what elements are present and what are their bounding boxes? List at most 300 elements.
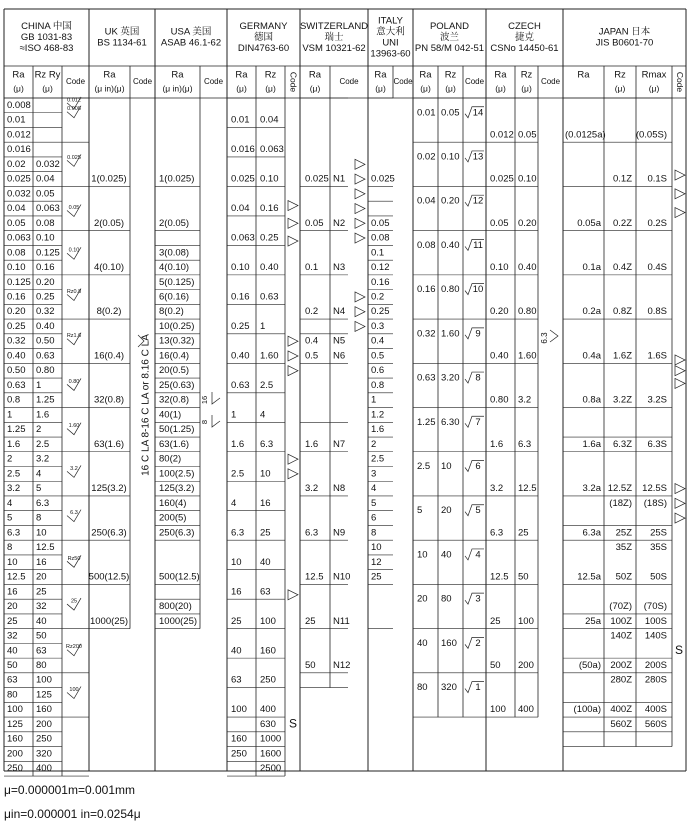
switzerland-n-code: N12 bbox=[333, 660, 351, 672]
italy-ra-value: 0.16 bbox=[371, 276, 390, 288]
poland-code-value: 5 bbox=[475, 505, 481, 517]
switzerland-ra-value: 50 bbox=[305, 660, 316, 672]
standard-header-japan: JIS B0601-70 bbox=[595, 37, 654, 49]
standard-header-germany: DIN4763-60 bbox=[237, 43, 290, 55]
usa-ra-value: 1(0.025) bbox=[159, 173, 195, 185]
germany-ra-value: 0.01 bbox=[231, 114, 250, 126]
china-ra-value: 0.01 bbox=[7, 114, 26, 126]
uk-ra-value: 32(0.8) bbox=[93, 394, 125, 406]
poland-rz-value: 0.40 bbox=[441, 239, 460, 251]
standard-header-switzerland: SWITZERLAND bbox=[299, 21, 369, 33]
poland-rz-value: 320 bbox=[441, 682, 457, 694]
standard-header-switzerland: VSM 10321-62 bbox=[302, 43, 366, 55]
japan-rz-value: 0.8Z bbox=[612, 306, 632, 318]
germany-ra-value: 0.04 bbox=[231, 203, 250, 215]
poland-rz-value: 10 bbox=[441, 461, 452, 473]
china-ra-value: 4 bbox=[7, 497, 13, 509]
poland-code-value: 8 bbox=[475, 372, 481, 384]
poland-ra-value: 1.25 bbox=[417, 416, 436, 428]
column-header: (μ) bbox=[521, 83, 532, 94]
standard-header-switzerland: 瑞士 bbox=[324, 32, 344, 44]
germany-rz-value: 40 bbox=[260, 556, 271, 568]
china-rz-value: 0.125 bbox=[36, 247, 60, 259]
china-roughness-symbol: 25 bbox=[70, 598, 78, 605]
usa-ra-value: 2(0.05) bbox=[159, 217, 190, 229]
poland-code-value: 14 bbox=[472, 107, 484, 119]
china-rz-value: 8 bbox=[36, 512, 42, 524]
japan-rz-value: 25Z bbox=[615, 527, 632, 539]
switzerland-n-code: N5 bbox=[333, 335, 346, 347]
germany-rz-value: 0.25 bbox=[260, 232, 279, 244]
finish-triangle-icon bbox=[675, 355, 685, 365]
china-rz-value: 3.2 bbox=[36, 453, 50, 465]
poland-code-value: 13 bbox=[472, 151, 484, 163]
czech-ra-value: 0.40 bbox=[490, 350, 509, 362]
germany-rz-value: 0.063 bbox=[260, 144, 284, 156]
china-rz-value: 0.32 bbox=[36, 306, 55, 318]
germany-ra-value: 0.25 bbox=[231, 320, 250, 332]
column-header: (μ in)(μ) bbox=[94, 83, 125, 94]
usa-ra-value: 4(0.10) bbox=[159, 262, 190, 274]
switzerland-n-code: N1 bbox=[333, 173, 346, 185]
standard-header-poland: POLAND bbox=[429, 21, 470, 33]
japan-rmax-value: 560S bbox=[644, 718, 667, 730]
china-rz-value: 16 bbox=[36, 556, 47, 568]
china-ra-value: 100 bbox=[7, 704, 23, 716]
standard-header-czech: CSNo 14450-61 bbox=[490, 43, 559, 55]
china-rz-value: 50 bbox=[36, 630, 47, 642]
china-rz-value: 0.032 bbox=[36, 158, 60, 170]
usa-ra-value: 160(4) bbox=[159, 497, 187, 509]
china-ra-value: 0.50 bbox=[7, 365, 26, 377]
standard-header-germany: 德国 bbox=[253, 32, 274, 44]
germany-ra-value: 0.10 bbox=[231, 262, 250, 274]
japan-rmax-value: 6.3S bbox=[647, 438, 667, 450]
column-header: Code bbox=[65, 77, 86, 87]
switzerland-ra-value: 0.05 bbox=[305, 217, 324, 229]
switzerland-n-code: N10 bbox=[333, 571, 351, 583]
japan-rmax-value: (18S) bbox=[643, 497, 667, 509]
czech-ra-value: 12.5 bbox=[490, 571, 509, 583]
japan-rmax-value: 12.5S bbox=[642, 483, 667, 495]
usa-ra-value: 500(12.5) bbox=[159, 571, 200, 583]
japan-rz-value: 12.5Z bbox=[607, 483, 632, 495]
china-rz-value: 0.10 bbox=[36, 232, 55, 244]
column-header: Code bbox=[203, 77, 224, 87]
czech-rz-value: 6.3 bbox=[518, 438, 532, 450]
japan-rz-value: 0.1Z bbox=[612, 173, 632, 185]
poland-ra-value: 2.5 bbox=[417, 461, 431, 473]
china-rz-value: 0.04 bbox=[36, 173, 55, 185]
china-roughness-symbol: Rz200 bbox=[66, 644, 82, 651]
czech-rz-value: 1.60 bbox=[518, 350, 537, 362]
japan-ra-value: 0.2a bbox=[582, 306, 601, 318]
poland-code-value: 1 bbox=[475, 682, 481, 694]
china-rz-value: 250 bbox=[36, 733, 52, 745]
china-ra-value: 25 bbox=[7, 615, 18, 627]
china-rz-value: 0.50 bbox=[36, 335, 55, 347]
czech-rz-value: 0.80 bbox=[518, 306, 537, 318]
czech-ra-value: 100 bbox=[490, 704, 506, 716]
germany-ra-value: 0.40 bbox=[231, 350, 250, 362]
china-ra-value: 2.5 bbox=[7, 468, 21, 480]
uk-ra-value: 250(6.3) bbox=[91, 527, 127, 539]
finish-triangle-icon bbox=[288, 590, 298, 600]
poland-rz-value: 40 bbox=[441, 549, 452, 561]
footnote-microinch: μin=0.000001 in=0.0254μ bbox=[4, 807, 141, 821]
china-ra-value: 2 bbox=[7, 453, 13, 465]
china-ra-value: 0.8 bbox=[7, 394, 21, 406]
japan-rz-value: (70Z) bbox=[609, 601, 632, 613]
china-rz-value: 0.63 bbox=[36, 350, 55, 362]
germany-rz-value: 10 bbox=[260, 468, 271, 480]
germany-rz-value: 400 bbox=[260, 704, 276, 716]
japan-ra-value: 1.6a bbox=[582, 438, 601, 450]
germany-ra-value: 0.063 bbox=[231, 232, 255, 244]
germany-rz-value: 25 bbox=[260, 527, 271, 539]
china-ra-value: 20 bbox=[7, 601, 18, 613]
czech-rz-value: 12.5 bbox=[518, 483, 537, 495]
germany-rz-value: 1.60 bbox=[260, 350, 279, 362]
poland-code-value: 4 bbox=[475, 549, 481, 561]
china-ra-value: 50 bbox=[7, 660, 18, 672]
japan-rz-value: 280Z bbox=[610, 674, 632, 686]
finish-triangle-icon bbox=[288, 351, 298, 361]
china-ra-value: 0.10 bbox=[7, 262, 26, 274]
switzerland-ra-value: 3.2 bbox=[305, 483, 319, 495]
standard-header-germany: GERMANY bbox=[239, 21, 288, 33]
finish-triangle-icon bbox=[675, 498, 685, 508]
standard-header-china: GB 1031-83 bbox=[20, 32, 73, 44]
china-rz-value: 12.5 bbox=[36, 542, 55, 554]
column-header: Code bbox=[288, 71, 299, 93]
china-ra-value: 63 bbox=[7, 674, 18, 686]
poland-ra-value: 40 bbox=[417, 637, 428, 649]
czech-rz-value: 25 bbox=[518, 527, 529, 539]
finish-triangle-icon bbox=[675, 366, 685, 376]
poland-ra-value: 0.04 bbox=[417, 195, 436, 207]
japan-rmax-value: 0.2S bbox=[647, 217, 667, 229]
japan-rz-value: 3.2Z bbox=[612, 394, 632, 406]
standard-header-italy: 13963-60 bbox=[370, 48, 411, 60]
usa-ra-value: 40(1) bbox=[159, 409, 182, 421]
switzerland-n-code: N8 bbox=[333, 483, 346, 495]
usa-ra-value: 50(1.25) bbox=[159, 424, 195, 436]
switzerland-ra-value: 25 bbox=[305, 615, 316, 627]
china-rz-value: 40 bbox=[36, 615, 47, 627]
switzerland-ra-value: 0.1 bbox=[305, 262, 319, 274]
uk-ra-value: 16(0.4) bbox=[93, 350, 125, 362]
czech-ra-value: 25 bbox=[490, 615, 501, 627]
finish-triangle-icon bbox=[288, 454, 298, 464]
poland-ra-value: 0.01 bbox=[417, 107, 436, 119]
poland-rz-value: 1.60 bbox=[441, 328, 460, 340]
china-rz-value: 0.08 bbox=[36, 217, 55, 229]
czech-rz-value: 0.40 bbox=[518, 262, 537, 274]
usa-ra-value: 5(0.125) bbox=[159, 276, 195, 288]
china-roughness-symbol: 0.025 bbox=[67, 154, 81, 161]
germany-ra-value: 2.5 bbox=[231, 468, 245, 480]
poland-ra-value: 80 bbox=[417, 682, 428, 694]
czech-rz-value: 50 bbox=[518, 571, 529, 583]
china-rz-value: 2 bbox=[36, 424, 42, 436]
czech-ra-value: 0.20 bbox=[490, 306, 509, 318]
czech-ra-value: 0.10 bbox=[490, 262, 509, 274]
switzerland-ra-value: 6.3 bbox=[305, 527, 319, 539]
finish-triangle-icon bbox=[675, 378, 685, 388]
czech-ra-value: 1.6 bbox=[490, 438, 504, 450]
column-header: (μ) bbox=[236, 83, 247, 94]
china-ra-value: 0.125 bbox=[7, 276, 31, 288]
finish-triangle-icon bbox=[355, 218, 365, 228]
column-header: Ra bbox=[235, 69, 248, 81]
usa-code-mark: 16 bbox=[199, 395, 209, 405]
china-ra-value: 0.16 bbox=[7, 291, 26, 303]
japan-ra-value: 0.8a bbox=[582, 394, 601, 406]
column-header: (μ) bbox=[445, 83, 456, 94]
germany-rz-value: 250 bbox=[260, 674, 276, 686]
standard-header-china: ≈ISO 468-83 bbox=[19, 43, 74, 55]
germany-rz-value: 630 bbox=[260, 718, 276, 730]
china-roughness-symbol: 1.60 bbox=[68, 423, 80, 430]
germany-ra-value: 100 bbox=[231, 704, 247, 716]
china-ra-value: 1.25 bbox=[7, 424, 26, 436]
italy-ra-value: 5 bbox=[371, 497, 377, 509]
germany-rz-value: 63 bbox=[260, 586, 271, 598]
japan-rz-value: 200Z bbox=[610, 660, 632, 672]
italy-ra-value: 25 bbox=[371, 571, 382, 583]
china-ra-value: 32 bbox=[7, 630, 18, 642]
usa-ra-value: 16(0.4) bbox=[159, 350, 190, 362]
poland-code-value: 11 bbox=[473, 239, 483, 251]
finish-triangle-icon bbox=[355, 292, 365, 302]
china-ra-value: 0.63 bbox=[7, 379, 26, 391]
china-roughness-symbol: Rz0.8 bbox=[66, 288, 82, 295]
china-rz-value: 5 bbox=[36, 483, 42, 495]
japan-ra-value: 25a bbox=[585, 615, 601, 627]
standard-header-poland: PN 58/M 042-51 bbox=[414, 43, 485, 55]
japan-rz-value: 6.3Z bbox=[612, 438, 632, 450]
china-ra-value: 40 bbox=[7, 645, 18, 657]
italy-ra-value: 0.4 bbox=[371, 335, 385, 347]
japan-ra-value: 6.3a bbox=[582, 527, 601, 539]
italy-ra-value: 0.2 bbox=[371, 291, 385, 303]
uk-ra-value: 63(1.6) bbox=[93, 438, 125, 450]
switzerland-ra-value: 1.6 bbox=[305, 438, 319, 450]
usa-ra-value: 800(20) bbox=[159, 601, 192, 613]
germany-rz-value: 0.04 bbox=[260, 114, 279, 126]
column-header: Ra bbox=[374, 69, 387, 81]
germany-rz-value: 6.3 bbox=[260, 438, 274, 450]
japan-rmax-value: 0.4S bbox=[647, 262, 667, 274]
china-ra-value: 12.5 bbox=[7, 571, 26, 583]
china-ra-value: 160 bbox=[7, 733, 23, 745]
finish-triangle-icon bbox=[675, 189, 685, 199]
italy-ra-value: 2 bbox=[371, 438, 377, 450]
japan-ra-value: (0.0125a) bbox=[565, 129, 606, 141]
italy-ra-value: 0.08 bbox=[371, 232, 390, 244]
china-rz-value: 200 bbox=[36, 718, 52, 730]
poland-ra-value: 0.32 bbox=[417, 328, 436, 340]
china-ra-value: 3.2 bbox=[7, 483, 21, 495]
finish-triangle-icon bbox=[288, 218, 298, 228]
usa-ra-value: 63(1.6) bbox=[159, 438, 190, 450]
japan-rz-value: 0.4Z bbox=[612, 262, 632, 274]
poland-rz-value: 20 bbox=[441, 505, 452, 517]
column-header: Code bbox=[540, 77, 561, 87]
finish-triangle-icon bbox=[288, 366, 298, 376]
switzerland-n-code: N4 bbox=[333, 306, 346, 318]
japan-rmax-value: 280S bbox=[644, 674, 667, 686]
usa-ra-value: 1000(25) bbox=[159, 615, 198, 627]
italy-ra-value: 0.5 bbox=[371, 350, 385, 362]
germany-ra-value: 160 bbox=[231, 733, 247, 745]
japan-rmax-value: 3.2S bbox=[647, 394, 667, 406]
column-header: Ra bbox=[12, 69, 25, 81]
china-rz-value: 160 bbox=[36, 704, 52, 716]
japan-rmax-value: 35S bbox=[650, 542, 667, 554]
finish-triangle-icon bbox=[288, 336, 298, 346]
china-rz-value: 63 bbox=[36, 645, 47, 657]
standard-header-italy: ITALY bbox=[378, 15, 403, 27]
roughness-symbol-icon bbox=[212, 415, 220, 427]
czech-rz-value: 3.2 bbox=[518, 394, 532, 406]
japan-ra-value: 0.1a bbox=[582, 262, 601, 274]
poland-code-value: 3 bbox=[475, 593, 481, 605]
china-ra-value: 0.025 bbox=[7, 173, 31, 185]
poland-code-value: 9 bbox=[475, 328, 481, 340]
germany-ra-value: 0.16 bbox=[231, 291, 250, 303]
china-rz-value: 0.16 bbox=[36, 262, 55, 274]
column-header: (μ) bbox=[309, 83, 321, 94]
germany-ra-value: 4 bbox=[231, 497, 237, 509]
poland-rz-value: 0.10 bbox=[441, 151, 460, 163]
italy-ra-value: 1.2 bbox=[371, 409, 385, 421]
germany-ra-value: 250 bbox=[231, 748, 247, 760]
czech-ra-value: 0.012 bbox=[490, 129, 514, 141]
uk-ra-value: 125(3.2) bbox=[91, 483, 127, 495]
italy-ra-value: 0.1 bbox=[371, 247, 385, 259]
poland-rz-value: 80 bbox=[441, 593, 452, 605]
column-header: Rmax bbox=[641, 69, 667, 81]
china-rz-value: 32 bbox=[36, 601, 47, 613]
column-header: (μ) bbox=[375, 83, 386, 94]
china-rz-value: 320 bbox=[36, 748, 52, 760]
usa-ra-value: 20(0.5) bbox=[159, 365, 190, 377]
column-header: (μ) bbox=[495, 83, 506, 94]
germany-ra-value: 16 bbox=[231, 586, 242, 598]
column-header: Code bbox=[464, 77, 485, 87]
china-ra-value: 0.04 bbox=[7, 203, 26, 215]
china-roughness-symbol: 0.10 bbox=[68, 247, 80, 254]
japan-rmax-value: 0.1S bbox=[647, 173, 667, 185]
usa-ra-value: 8(0.2) bbox=[159, 306, 184, 318]
china-roughness-symbol: 3.2 bbox=[70, 465, 78, 472]
standard-header-uk: UK 英国 bbox=[104, 26, 140, 38]
italy-ra-value: 2.5 bbox=[371, 453, 385, 465]
finish-triangle-icon bbox=[355, 307, 365, 317]
china-ra-value: 0.08 bbox=[7, 247, 26, 259]
china-rz-value: 80 bbox=[36, 660, 47, 672]
germany-ra-value: 0.025 bbox=[231, 173, 255, 185]
poland-code-value: 2 bbox=[475, 637, 481, 649]
poland-ra-value: 0.08 bbox=[417, 239, 436, 251]
japan-rz-value: 140Z bbox=[610, 630, 632, 642]
japan-rmax-value: (0.05S) bbox=[635, 129, 667, 141]
germany-rz-value: 1000 bbox=[260, 733, 282, 745]
germany-ra-value: 1 bbox=[231, 409, 237, 421]
china-ra-value: 16 bbox=[7, 586, 18, 598]
germany-s-mark: S bbox=[288, 716, 298, 731]
finish-triangle-icon bbox=[355, 174, 365, 184]
usa-ra-value: 10(0.25) bbox=[159, 320, 195, 332]
column-header: Rz bbox=[614, 69, 626, 81]
column-header: Rz bbox=[520, 69, 533, 81]
usa-ra-value: 250(6.3) bbox=[159, 527, 195, 539]
china-ra-value: 0.032 bbox=[7, 188, 31, 200]
standard-header-italy: 意大利 bbox=[376, 26, 405, 38]
germany-rz-value: 0.16 bbox=[260, 203, 279, 215]
poland-rz-value: 0.20 bbox=[441, 195, 460, 207]
japan-ra-value: 3.2a bbox=[582, 483, 601, 495]
usa-ra-value: 80(2) bbox=[159, 453, 182, 465]
czech-rz-value: 0.20 bbox=[518, 217, 537, 229]
column-header: Code bbox=[674, 71, 685, 93]
china-rz-value: 1.6 bbox=[36, 409, 50, 421]
italy-ra-value: 4 bbox=[371, 483, 377, 495]
italy-ra-value: 6 bbox=[371, 512, 377, 524]
poland-ra-value: 0.63 bbox=[417, 372, 436, 384]
japan-rz-value: 0.2Z bbox=[612, 217, 632, 229]
usa-ra-value: 100(2.5) bbox=[159, 468, 195, 480]
switzerland-n-code: N7 bbox=[333, 438, 346, 450]
japan-ra-value: 0.4a bbox=[582, 350, 601, 362]
italy-ra-value: 3 bbox=[371, 468, 377, 480]
column-header: Ra bbox=[103, 69, 116, 81]
italy-ra-value: 0.8 bbox=[371, 379, 385, 391]
switzerland-n-code: N9 bbox=[333, 527, 346, 539]
italy-ra-value: 0.05 bbox=[371, 217, 390, 229]
china-ra-value: 0.32 bbox=[7, 335, 26, 347]
switzerland-n-code: N3 bbox=[333, 262, 346, 274]
china-ra-value: 0.016 bbox=[7, 144, 31, 156]
germany-rz-value: 1600 bbox=[260, 748, 282, 760]
uk-ra-value: 4(0.10) bbox=[93, 262, 125, 274]
germany-ra-value: 0.63 bbox=[231, 379, 250, 391]
column-header: (μ) bbox=[42, 83, 53, 94]
standard-header-poland: 波兰 bbox=[439, 32, 460, 44]
japan-rmax-value: 100S bbox=[644, 615, 667, 627]
poland-code-value: 7 bbox=[475, 416, 481, 428]
china-rz-value: 2.5 bbox=[36, 438, 50, 450]
japan-rmax-value: 1.6S bbox=[647, 350, 667, 362]
finish-triangle-icon bbox=[288, 469, 298, 479]
japan-rz-value: (18Z) bbox=[609, 497, 632, 509]
uk-ra-value: 8(0.2) bbox=[96, 306, 122, 318]
italy-ra-value: 1.6 bbox=[371, 424, 385, 436]
standard-header-usa: ASAB 46.1-62 bbox=[160, 37, 222, 49]
column-header: Ra bbox=[419, 69, 432, 81]
china-rz-value: 10 bbox=[36, 527, 47, 539]
italy-ra-value: 8 bbox=[371, 527, 377, 539]
finish-triangle-icon bbox=[355, 189, 365, 199]
italy-ra-value: 0.12 bbox=[371, 262, 390, 274]
column-header: Ra bbox=[308, 69, 322, 81]
china-rz-value: 0.063 bbox=[36, 203, 60, 215]
column-header: Code bbox=[132, 77, 153, 87]
column-header: Ra bbox=[577, 69, 590, 81]
column-header: Rz bbox=[444, 69, 457, 81]
